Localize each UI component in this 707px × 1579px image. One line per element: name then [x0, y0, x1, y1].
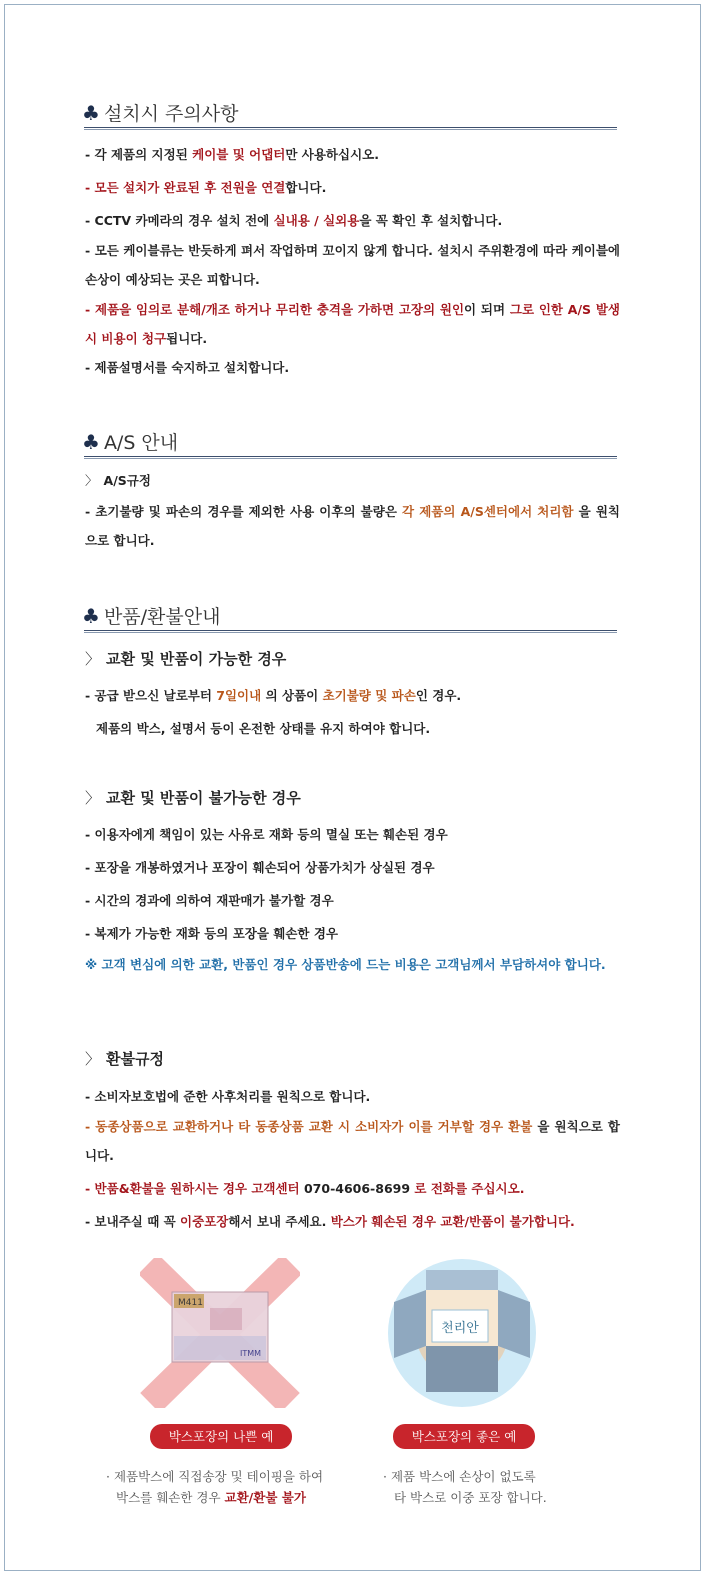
good-caption-line-1: · 제품 박스에 손상이 없도록	[383, 1469, 536, 1484]
chevron-right-icon: 〉	[85, 789, 101, 807]
refund-rules-heading: 〉 환불규정	[85, 1050, 164, 1068]
impossible-line: - 복제가 가능한 재화 등의 포장을 훼손한 경우	[85, 926, 339, 941]
club-icon: ♣	[82, 430, 100, 454]
good-example-badge: 박스포장의 좋은 예	[393, 1424, 535, 1449]
install-line-4: - 모든 케이블류는 반듯하게 펴서 작업하며 꼬이지 않게 합니다. 설치시 주위환경에 따라 케이블에 손상이 예상되는 곳은 피합니다.	[85, 243, 620, 287]
section-divider	[84, 630, 617, 633]
bad-packaging-image	[140, 1258, 300, 1408]
install-line-5: - 제품을 임의로 분해/개조 하거나 무리한 충격을 가하면 고장의 원인이 되며 그로 인한 A/S 발생시 비용이 청구됩니다.	[85, 302, 621, 346]
section-divider	[84, 127, 617, 130]
impossible-heading: 〉 교환 및 반품이 불가능한 경우	[85, 789, 301, 807]
impossible-line: - 시간의 경과에 의하여 재판매가 불가할 경우	[85, 893, 334, 908]
section-title-refund: ♣ 반품/환불안내	[82, 604, 221, 628]
section-title-as: ♣ A/S 안내	[82, 430, 179, 454]
bad-caption-line-1: · 제품박스에 직접송장 및 테이핑을 하여	[106, 1469, 324, 1484]
install-line-3: - CCTV 카메라의 경우 설치 전에 실내용 / 실외용을 꼭 확인 후 설치합니다.	[85, 213, 503, 228]
refund-line-3: - 반품&환불을 원하시는 경우 고객센터 070-4606-8699 로 전화를 주십시오.	[85, 1181, 525, 1196]
impossible-line: - 이용자에게 책임이 있는 사유로 재화 등의 멸실 또는 훼손된 경우	[85, 827, 448, 842]
svg-text:천리안: 천리안	[441, 1321, 479, 1336]
chevron-right-icon: 〉	[85, 650, 101, 668]
chevron-right-icon: 〉	[85, 1050, 101, 1068]
possible-heading: 〉 교환 및 반품이 가능한 경우	[85, 650, 287, 668]
club-icon: ♣	[82, 101, 100, 125]
section-divider	[84, 456, 617, 459]
good-caption-line-2: 타 박스로 이중 포장 합니다.	[394, 1490, 547, 1505]
club-icon: ♣	[82, 604, 100, 628]
install-line-1: - 각 제품의 지정된 케이블 및 어댑터만 사용하십시오.	[85, 147, 379, 162]
customer-cost-note: ※ 고객 변심에 의한 교환, 반품인 경우 상품반송에 드는 비용은 고객님께서 부담하셔야 합니다.	[85, 957, 606, 972]
svg-text:ITMM: ITMM	[240, 1349, 262, 1358]
bad-example-badge: 박스포장의 나쁜 예	[150, 1424, 292, 1449]
as-rule-text: - 초기불량 및 파손의 경우를 제외한 사용 이후의 불량은 각 제품의 A/S센터에서 처리함 을 원칙으로 합니다.	[85, 504, 620, 548]
chevron-right-icon: 〉	[85, 473, 98, 488]
section-title-install: ♣ 설치시 주의사항	[82, 101, 239, 125]
bad-caption-line-2: 박스를 훼손한 경우 교환/환불 불가	[116, 1490, 306, 1505]
product-box-icon	[172, 1292, 268, 1362]
refund-line-4: - 보내주실 때 꼭 이중포장해서 보내 주세요. 박스가 훼손된 경우 교환/반품이 불가합니다.	[85, 1214, 575, 1229]
as-rule-heading: 〉 A/S규정	[85, 473, 151, 488]
possible-line-1: - 공급 받으신 날로부터 7일이내 의 상품이 초기불량 및 파손인 경우.	[85, 688, 462, 703]
svg-text:M411: M411	[178, 1298, 203, 1308]
install-line-2: - 모든 설치가 완료된 후 전원을 연결합니다.	[85, 180, 327, 195]
impossible-line: - 포장을 개봉하였거나 포장이 훼손되어 상품가치가 상실된 경우	[85, 860, 435, 875]
install-line-6: - 제품설명서를 숙지하고 설치합니다.	[85, 360, 290, 375]
refund-line-2: - 동종상품으로 교환하거나 타 동종상품 교환 시 소비자가 이를 거부할 경우 환불 을 원칙으로 합니다.	[85, 1119, 620, 1163]
good-packaging-image	[382, 1258, 542, 1408]
refund-line-1: - 소비자보호법에 준한 사후처리를 원칙으로 합니다.	[85, 1089, 371, 1104]
possible-line-2: 제품의 박스, 설명서 등이 온전한 상태를 유지 하여야 합니다.	[96, 721, 431, 736]
